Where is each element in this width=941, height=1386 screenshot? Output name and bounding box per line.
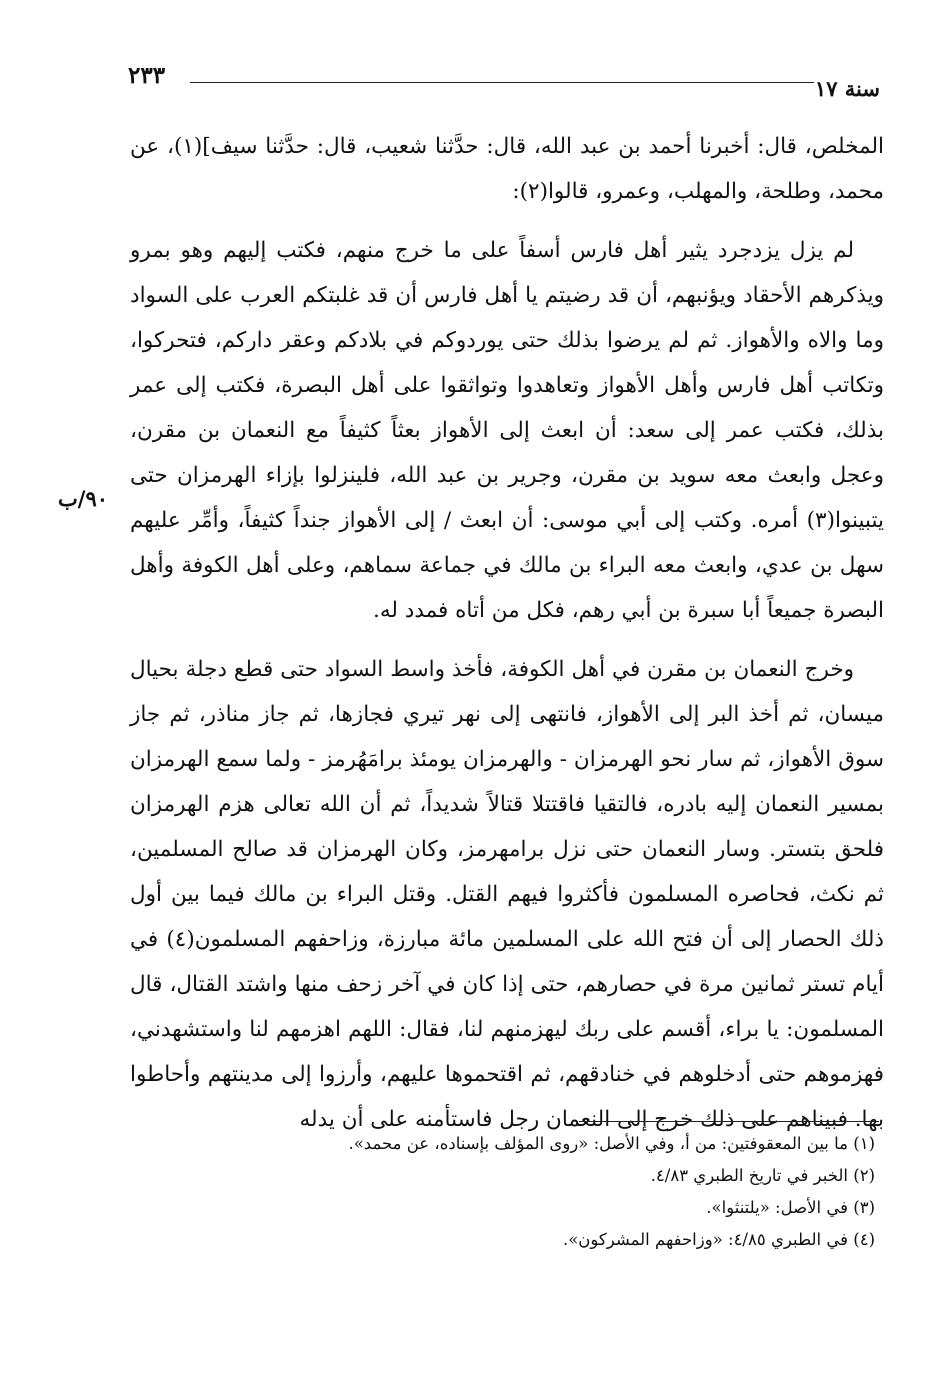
- header-rule: [190, 82, 814, 83]
- header-section-label: سنة ١٧: [814, 76, 880, 101]
- page-number: ٢٣٣: [128, 62, 166, 89]
- footnote-3: (٣) في الأصل: «يلتنثوا».: [706, 1198, 875, 1217]
- main-text: [130, 124, 884, 1142]
- footnotes: [130, 1128, 875, 1256]
- manuscript-folio-note: ٩٠/ب: [58, 486, 109, 511]
- paragraph-numan: [130, 647, 884, 1142]
- footnote-2: (٢) الخبر في تاريخ الطبري ٤/٨٣.: [650, 1166, 875, 1185]
- footnote-1: (١) ما بين المعقوفتين: من أ، وفي الأصل: «روى المؤلف بإسناده، عن محمد».: [348, 1134, 875, 1153]
- footnote-4: (٤) في الطبري ٤/٨٥: «وزاحفهم المشركون».: [562, 1230, 875, 1249]
- paragraph-yazdegerd: [130, 228, 884, 633]
- running-header: [128, 60, 880, 104]
- paragraph-isnad: المخلص، قال: أخبرنا أحمد بن عبد الله، قال: حدَّثنا شعيب، قال: حدَّثنا سيف](١)، عن محمد، وطلحة، والمهلب، وعمرو، قالوا(٢):: [130, 134, 884, 204]
- footnote-rule: [579, 1121, 879, 1122]
- paragraph-numan-text: وخرج النعمان بن مقرن في أهل الكوفة، فأخذ واسط السواد حتى قطع دجلة بحيال ميسان، ثم أخذ البر إلى الأهواز، فانتهى إلى نهر تيري فجازها، ثم جاز مناذر، ثم جاز سوق الأهواز، ثم سار نحو الهرمزان - والهرمزان يومئذ برامَهُرمز - ولما سمع الهرمزان بمسير النعمان إليه بادره، فالتقيا فاقتتلا قتالاً شديداً، ثم أن الله تعالى هزم الهرمزان فلحق بتستر. وسار النعمان حتى نزل برامهرمز، وكان الهرمزان قد صالح المسلمين، ثم نكث، فحاصره المسلمون فأكثروا فيهم القتل. وقتل البراء بن مالك فيما بين أول ذلك الحصار إلى أن فتح الله على المسلمين مائة مبارزة، وزاحفهم المسلمون(٤) في أيام تستر ثمانين مرة في حصارهم، حتى إذا كان في آخر زحف منها واشتد القتال، قال المسلمون: يا براء، أقسم على ربك ليهزمنهم لنا، فقال: اللهم اهزمهم لنا واستشهدني، فهزموهم حتى أدخلوهم في خنادقهم، ثم اقتحموها عليهم، وأرزوا إلى مدينتهم وأحاطوا بها. فبيناهم على ذلك خرج إلى النعمان رجل فاستأمنه على أن يدله: [130, 657, 885, 1132]
- paragraph-yazdegerd-text: لم يزل يزدجرد يثير أهل فارس أسفاً على ما خرج منهم، فكتب إليهم وهو بمرو ويذكرهم الأحقاد ويؤنبهم، أن قد رضيتم يا أهل فارس أن قد غلبتكم العرب على السواد وما والاه والأهواز. ثم لم يرضوا بذلك حتى يوردوكم في بلادكم وعقر داركم، فتحركوا، وتكاتب أهل فارس وأهل الأهواز وتعاهدوا وتواثقوا على أهل البصرة، فكتب إلى عمر بذلك، فكتب عمر إلى سعد: أن ابعث إلى الأهواز بعثاً كثيفاً مع النعمان بن مقرن، وعجل وابعث معه سويد بن مقرن، وجرير بن عبد الله، فلينزلوا بإزاء الهرمزان حتى يتبينوا(٣) أمره. وكتب إلى أبي موسى: أن ابعث / إلى الأهواز جنداً كثيفاً، وأمِّر عليهم سهل بن عدي، وابعث معه البراء بن مالك في جماعة سماهم، وعلى أهل الكوفة وأهل البصرة جميعاً أبا سبرة بن أبي رهم، فكل من أتاه فمدد له.: [130, 238, 884, 623]
